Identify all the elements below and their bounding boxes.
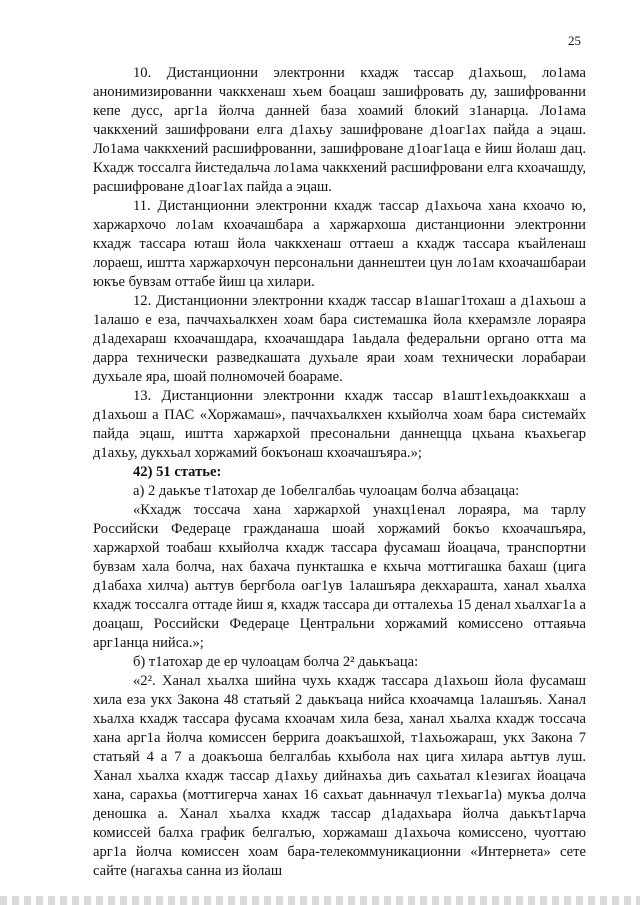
paragraph-13: 13. Дистанционни электронни кхадж тассар в1ашт1ехьдоаккхаш а д1ахьош а ПАС «Хоржамаш», паччахьалкхен кхыйолча хоам бара системайх пайда эцаш, иштта харжархой пресональни даннещца цхьана къахьегар д1ахьу, дукхьал хоржамий бокъонаш кхоачашъяра.»; <box>93 388 586 461</box>
scan-edge-artifact <box>0 896 640 905</box>
subpoint-b: б) т1атохар де ер чулоацам болча 2² даькъаца: <box>133 654 419 670</box>
paragraph-12: 12. Дистанционни электронни кхадж тассар в1ашаг1тохаш а д1ахьош а 1алашо е еза, паччахьалкхен хоам бара системашка йола кхерамзле лораяра д1адехараш кхоачашдара, кхоачашдара 1аьдала федеральни органо отта ма дарра технически разведкашата духьале яраи хоам технически лорабараи духьале яра, шоай полномочей боараме. <box>93 293 586 385</box>
part-2-2-text: «2². Ханал хьалха шийна чухь кхадж тассара д1ахьош йола фусамаш хила еза укх Закона 48 статьяй 2 даькъаца нийса кхоачамца 1алашъяь. Ханал хьалха кхадж тассара фусама кхоачам хила беза, ханал хьалха кхадж тоссача хана арг1а йолча комиссен берриrа доакъашхой, т1ахьожараш, укх Закона 7 статьяй 4 а 7 а доакъоша белгалбаь кхыбола нах цига хилара аьттув луш. Ханал хьалха кхадж тассар д1ахьу дийнахьа диъ сахьатал к1езигах йоацача хана, сарахьа (моттигерча ханах 16 сахьат даьнначул т1ехьаг1а) мукъа долча деношка а. Ханал хьалха кхадж тассар д1адахьара йолча даькът1арча комиссей балха график белгалъю, хоржамаш д1ахьоча комиссено, чуоттаю арг1а йолча комиссен хоам бара-телекоммуникационни «Интернета» сете сайте (нагахьа санна из йолаш <box>93 673 586 879</box>
document-body <box>93 64 586 881</box>
quoted-abzac: «Кхадж тоссача хана харжархой унахц1енал лораяра, ма тарлу Российски Федераце гражданаша шоай хоржамий бокъо кхоачашъяра, харжархой тоабаш кхыйолча кхадж тассара фусамаш йоацача, транспортни бувзам хала болча, нах бахача пункташка е кхыча моттигашка бахаш (цига д1абаха хилча) аьттув бергбола оаг1ув 1алашъяра декхараштa, ханал хьалха кхадж тоссалга оттаде йиш я, кхадж тассара ди отталехьа 15 денал хьалхаг1а а доацаш, Российски Федераце Центральни хоржамий комиссено оттаяьча арг1анца нийса.»; <box>93 502 586 651</box>
page-number: 25 <box>568 33 581 48</box>
article-51-heading: 42) 51 статье: <box>133 464 222 480</box>
paragraph-10: 10. Дистанционни электронни кхадж тассар д1ахьош, ло1ама анонимизированни чаккхенаш хьем боацаш зашифровать ду, зашифрованни кепе дусс, арг1а йолча данней база хоамий блокий з1анарца. Ло1ама чаккхений зашифровани елга д1ахьу зашифроване д1оаг1ах пайда а эцаш. Ло1ама чаккхений расшифрованни, зашифроване д1оаг1аца е йиш йолаш дац. Кхадж тоссалга йистедальча ло1ама чаккхений расшифровани елга кхоачашду, расшифроване д1оаг1ах пайда а эцаш. <box>93 65 586 195</box>
paragraph-11: 11. Дистанционни электронни кхадж тассар д1ахьоча хана кхоачо ю, харжархочо ло1ам кхоачашбара а харжархоша дистанционни электронни кхадж тассара юташ йола чаккхенаш оттаеш а кхадж тассара къайленаш лораеш, иштта харжархочун персональни даннештеи цун ло1ам кхоачашбараи юкъе бувзам оттабе йиш ца хилари. <box>93 198 586 290</box>
subpoint-a: а) 2 даькъе т1атохар де 1обелгалбаь чулоацам болча абзацаца: <box>133 483 520 499</box>
